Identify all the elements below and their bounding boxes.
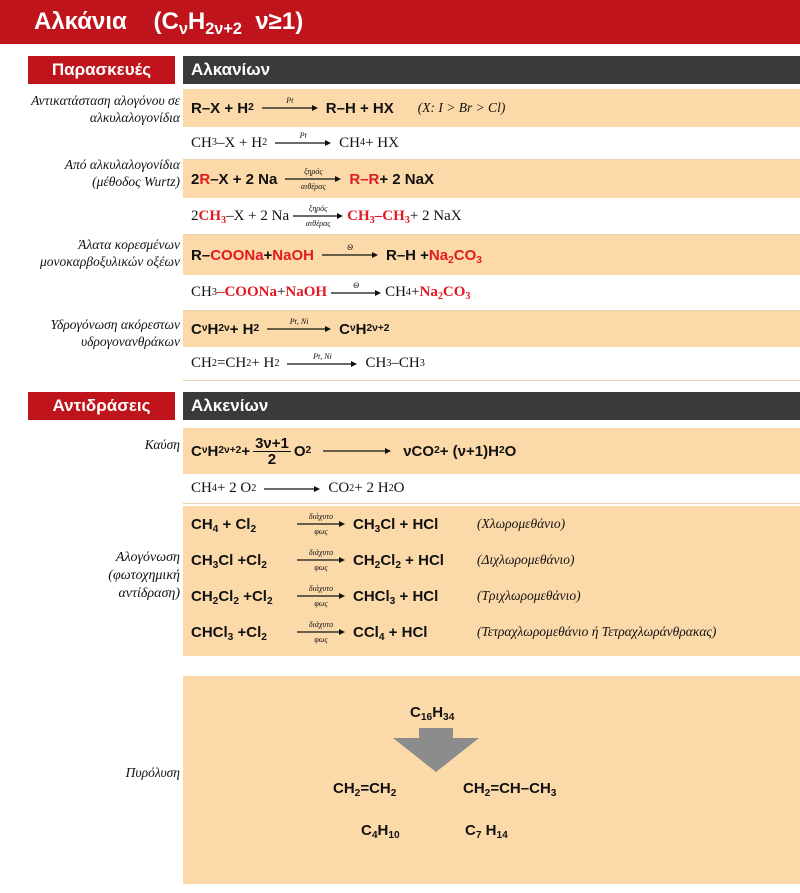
- pyrolysis-source: $C_{16}H_{34}$: [410, 704, 455, 724]
- equation-row-substitution: R–X + H 2 Pt R–H + HX (X: I > Br > Cl): [183, 89, 800, 127]
- equation-row-combustion-example: CH 4 + 2 O 2 CO 2 + 2 H 2 O: [183, 474, 800, 504]
- label-halogenation: Αλογόνωση (φωτοχημική αντίδραση): [108, 550, 180, 601]
- pyrolysis-product-butane: $C_4H_{10}$: [361, 822, 400, 842]
- section-reactions-label: Αντιδράσεις: [28, 392, 175, 420]
- reaction-arrow-icon: Pt: [262, 96, 318, 120]
- equation-row-halogenation-1: $CH_4 + Cl_2$ διάχυτο φως $CH_3Cl$ + HCl (Χλωρομεθάνιο): [191, 512, 566, 536]
- pyrolysis-product-heptane: $C_7$ $H_{14}$: [465, 822, 508, 842]
- section-reactions-title: Αλκενίων: [183, 392, 800, 420]
- label-substitution: Αντικατάσταση αλογόνου σε αλκυλαλογονίδια: [31, 93, 180, 125]
- label-hydrogenation: Υδρογόνωση ακόρεστων υδρογονανθράκων: [50, 317, 180, 349]
- equation-row-salts-example: CH 3 –COONa + NaOH Θ CH 4 + $Na_2CO_3$: [183, 275, 800, 311]
- reaction-arrow-icon: ξηρός αιθέρας: [293, 204, 343, 228]
- equation-row-combustion: C ν H 2ν+2 + $\frac{3\nu+1}{2}$ O 2 νCO 2 + (ν+1)H 2 O: [183, 428, 800, 474]
- reaction-arrow-icon: διάχυτο φως: [297, 548, 345, 572]
- reaction-arrow-icon: διάχυτο φως: [297, 512, 345, 536]
- reaction-arrow-icon: διάχυτο φως: [297, 584, 345, 608]
- equation-row-hydrogenation: C ν H 2ν + H 2 Pt, Ni C ν H 2ν+2: [183, 311, 800, 347]
- reaction-arrow-icon: [323, 439, 391, 463]
- equation-row-salts: R– COONa + NaOH Θ R–H + $Na_2CO_3$: [183, 235, 800, 275]
- equation-row-substitution-example: CH 3 –X + H 2 Pt CH 4 + HX: [183, 127, 800, 160]
- equation-row-wurtz: 2 R –X + 2 Na ξηρός αιθέρας R–R + 2 NaX: [183, 160, 800, 198]
- page-title: Αλκάνια ($C_\nu H_{2\nu+2}$ ν≥1): [0, 0, 800, 44]
- equation-row-hydrogenation-example: CH 2 =CH 2 + H 2 Pt, Ni CH 3 –CH 3: [183, 347, 800, 381]
- label-pyrolysis: Πυρόλυση: [125, 765, 180, 780]
- pyrolysis-panel: [183, 676, 800, 884]
- equation-row-wurtz-example: 2 $CH_3$ –X + 2 Na ξηρός αιθέρας $CH_3-CH_3$ + 2 NaX: [183, 198, 800, 235]
- reaction-arrow-icon: ξηρός αιθέρας: [285, 167, 341, 191]
- pyrolysis-product-ethene: $CH_2=CH_2$: [333, 780, 397, 800]
- reaction-arrow-icon: διάχυτο φως: [297, 620, 345, 644]
- equation-row-halogenation-3: $CH_2Cl_2 +Cl_2$ διάχυτο φως CHCl$_3$ + HCl (Τριχλωρομεθάνιο): [191, 584, 581, 608]
- equation-row-halogenation-4: CHCl$_3$ $+Cl_2$ διάχυτο φως CCl$_4$ + HCl (Τετραχλωρομεθάνιο ή Τετραχλωράνθρακας): [191, 620, 717, 644]
- label-wurtz: Από αλκυλαλογονίδια (μέθοδος Wurtz): [64, 157, 180, 189]
- label-salts: Άλατα κορεσμένων μονοκαρβοξυλικών οξέων: [39, 237, 180, 269]
- reaction-arrow-icon: Θ: [322, 243, 378, 267]
- pyrolysis-product-propene: $CH_2=CH-CH_3$: [463, 780, 557, 800]
- equation-row-halogenation-2: $CH_3Cl +Cl_2$ διάχυτο φως $CH_2Cl_2$ + HCl (Διχλωρομεθάνιο): [191, 548, 575, 572]
- label-combustion: Καύση: [144, 437, 180, 452]
- reaction-arrow-icon: Θ: [331, 281, 381, 305]
- reaction-arrow-icon: [264, 477, 320, 501]
- down-arrow-icon: [393, 728, 479, 772]
- reaction-arrow-icon: Pt: [275, 131, 331, 155]
- stoich-fraction: $\frac{3\nu+1}{2}$: [255, 434, 289, 468]
- section-preparations-title: Αλκανίων: [183, 56, 800, 84]
- section-preparations-label: Παρασκευές: [28, 56, 175, 84]
- reaction-arrow-icon: Pt, Ni: [287, 352, 357, 376]
- reaction-arrow-icon: Pt, Ni: [267, 317, 331, 341]
